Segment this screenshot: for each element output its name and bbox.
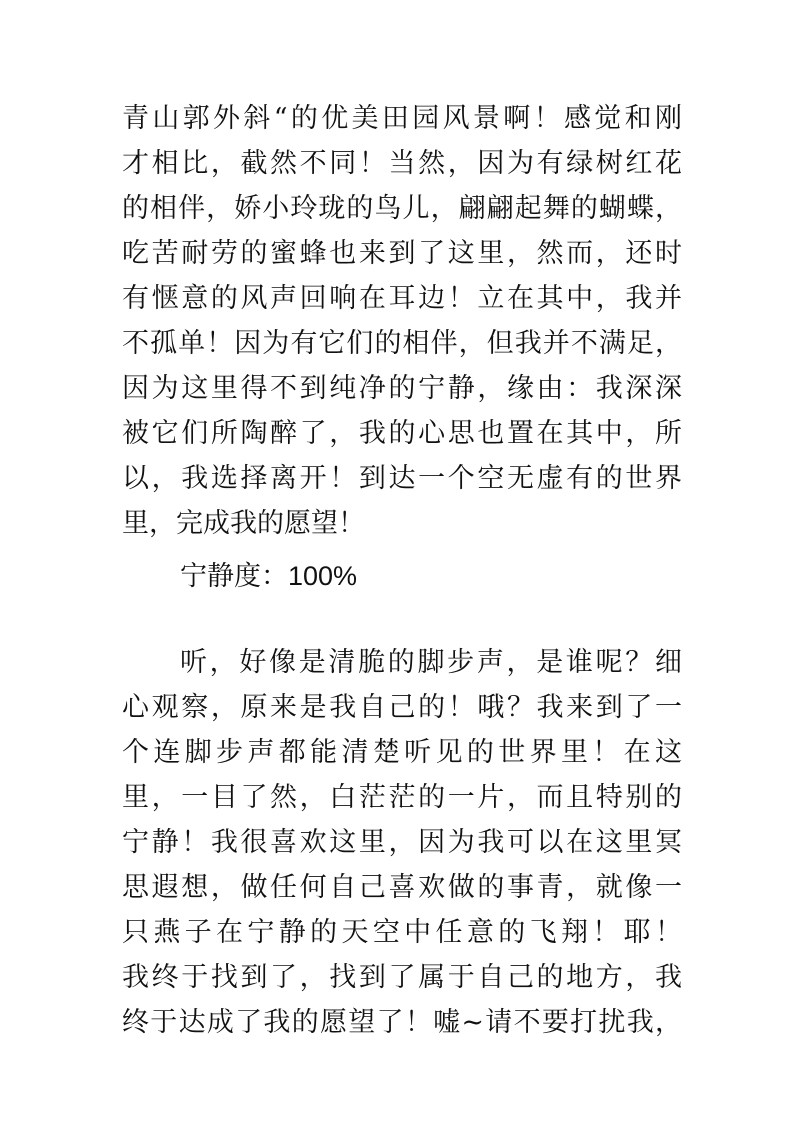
paragraph-line: 终于达成了我的愿望了！嘘~请不要打扰我，: [122, 1007, 682, 1038]
paragraph-line: 听，好像是清脆的脚步声，是谁呢？细: [180, 647, 682, 678]
paragraph-line: 吃苦耐劳的蜜蜂也来到了这里，然而，还时: [122, 238, 682, 269]
paragraph-line: 心观察，原来是我自己的！哦？我来到了一: [122, 692, 682, 723]
paragraph-line: 里，完成我的愿望！: [122, 508, 365, 539]
paragraph-line: 青山郭外斜“的优美田园风景啊！感觉和刚: [122, 103, 682, 134]
paragraph-line: 被它们所陶醉了，我的心思也置在其中，所: [122, 418, 682, 449]
paragraph-line: 有惬意的风声回响在耳边！立在其中，我并: [122, 283, 682, 314]
stat-label: 宁静度：: [180, 561, 288, 592]
paragraph-line: 里，一目了然，白茫茫的一片，而且特别的: [122, 782, 682, 813]
paragraph-line: 个连脚步声都能清楚听见的世界里！在这: [122, 737, 682, 768]
paragraph-line: 才相比，截然不同！当然，因为有绿树红花: [122, 148, 682, 179]
paragraph-line: 只燕子在宁静的天空中任意的飞翔！耶！: [122, 917, 682, 948]
paragraph-quiet-world: [122, 640, 682, 1045]
stat-value: 100%: [288, 561, 358, 591]
paragraph-line: 宁静！我很喜欢这里，因为我可以在这里冥: [122, 827, 682, 858]
paragraph-line: 不孤单！因为有它们的相伴，但我并不满足，: [122, 328, 682, 359]
paragraph-line: 思遐想，做任何自己喜欢做的事青，就像一: [122, 872, 682, 903]
paragraph-line: 以，我选择离开！到达一个空无虚有的世界: [122, 463, 682, 494]
paragraph-line: 的相伴，娇小玲珑的鸟儿，翩翩起舞的蝴蝶，: [122, 193, 682, 224]
paragraph-countryside: [122, 96, 682, 546]
paragraph-line: 因为这里得不到纯净的宁静，缘由：我深深: [122, 373, 682, 404]
tranquility-stat: [122, 554, 740, 599]
paragraph-line: 我终于找到了，找到了属于自己的地方，我: [122, 962, 682, 993]
